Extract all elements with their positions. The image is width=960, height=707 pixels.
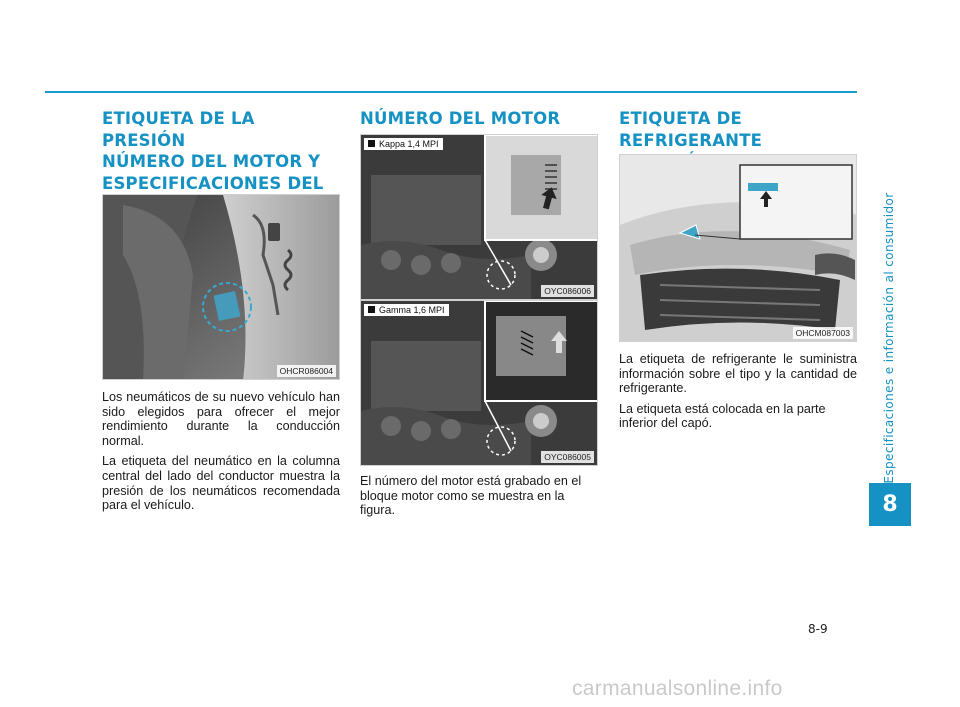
heading-line: NÚMERO DEL MOTOR [360,109,561,128]
paragraph: La etiqueta de refrigerante le suministra información sobre el tipo y la cantidad de refrigerante. [619,352,857,396]
paragraph: La etiqueta del neumático en la columna central del lado del conductor muestra la presión de los neumáticos recomendada para el vehículo. [102,454,340,513]
page-number: 8-9 [808,622,828,636]
engine-figure-gamma [360,300,598,466]
coolant-label-text [619,352,857,431]
square-bullet-icon [368,140,375,147]
chapter-side-label [878,191,900,484]
figure-code: OYC086005 [541,451,594,463]
paragraph: Los neumáticos de su nuevo vehículo han sido elegidos para ofrecer el mejor rendimiento durante la conducción normal. [102,390,340,448]
top-rule [45,91,857,93]
square-bullet-icon [368,306,375,313]
chapter-tab [869,483,911,526]
engine-kappa-illustration [361,135,598,300]
coolant-label-heading [619,108,857,154]
paragraph: La etiqueta está colocada en la parte inferior del capó. [619,401,826,431]
heading-line: ETIQUETA DE LA PRESIÓN [102,109,255,150]
engine-gamma-illustration [361,301,598,466]
watermark: carmanualsonline.info [572,677,783,700]
coolant-label-figure [619,154,857,342]
engine-figure-kappa [360,134,598,300]
engine-variant-tag [364,304,449,316]
engine-number-section [360,108,598,518]
engine-number-text [360,474,598,518]
figure-code: OHCM087003 [793,327,853,339]
chapter-number: 8 [882,492,898,517]
heading-line: ESPECIFICACIONES DEL [102,173,324,193]
figure-code: OHCR086004 [277,365,336,377]
tire-label-heading [102,108,340,194]
door-pillar-illustration [103,195,340,380]
car-hood-illustration [620,155,857,342]
heading-line: ETIQUETA DE REFRIGERANTE [619,109,763,150]
paragraph: El número del motor está grabado en el bloque motor como se muestra en la figura. [360,474,582,518]
coolant-label-section [619,108,857,431]
heading-line: NÚMERO DEL MOTOR Y [102,152,321,171]
tire-label-figure [102,194,340,380]
figure-code: OYC086006 [541,285,594,297]
side-label-text: Especificaciones e información al consumidor [882,191,896,484]
engine-number-heading [360,108,598,134]
tire-label-text [102,390,340,513]
engine-variant-label: Gamma 1,6 MPI [379,305,445,315]
engine-variant-tag [364,138,443,150]
tire-label-section [102,108,340,513]
engine-variant-label: Kappa 1,4 MPI [379,139,439,149]
